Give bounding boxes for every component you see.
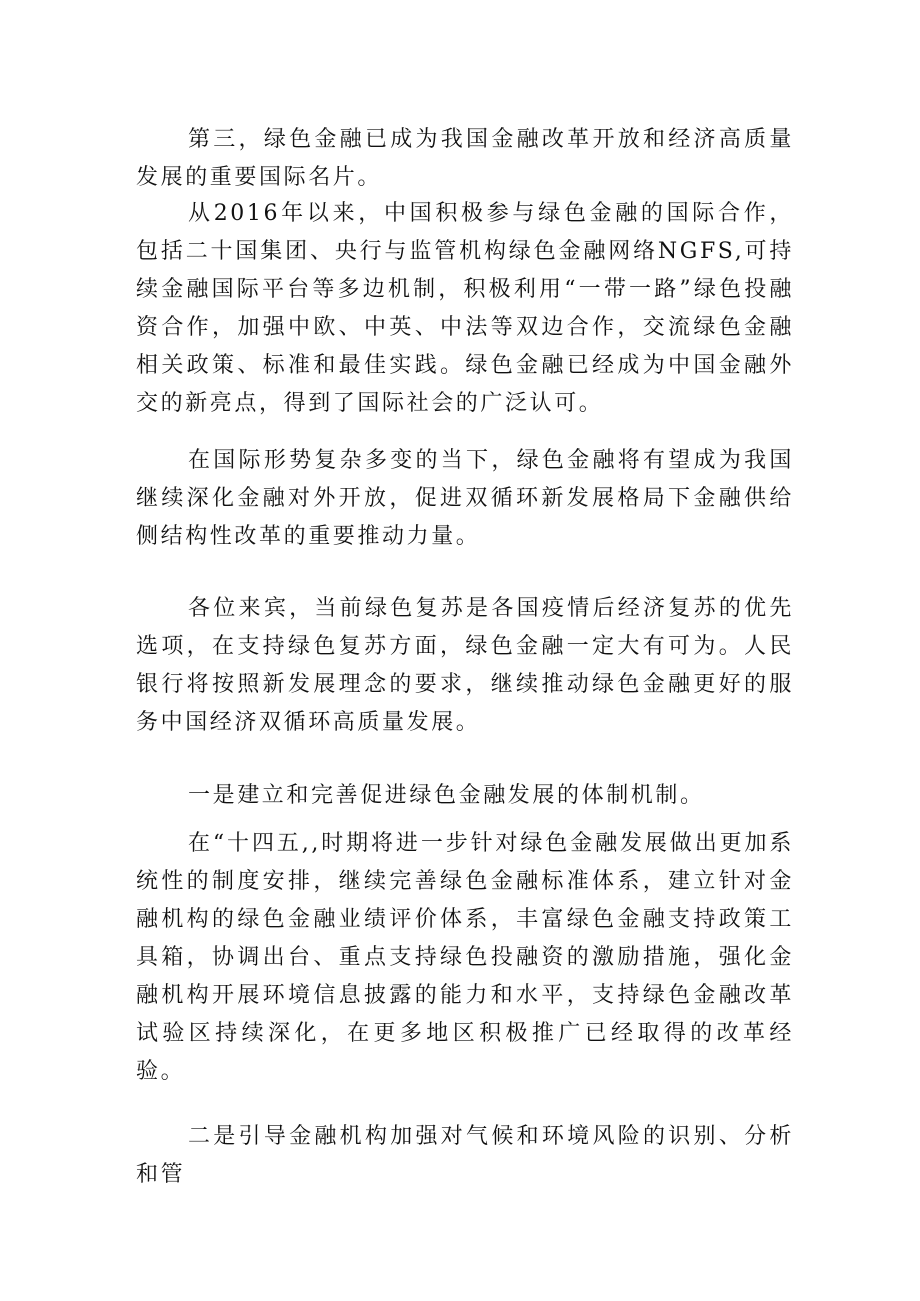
paragraph-point-one-heading: 一是建立和完善促进绿色金融发展的体制机制。 xyxy=(188,783,705,808)
paragraph-fourteenth-five-year-plan: 在“十四五,,时期将进一步针对绿色金融发展做出更加系统性的制度安排，继续完善绿色金融标准体系，建立针对金融机构的绿色金融业绩评价体系，丰富绿色金融支持政策工具箱，协调出台、重点支持绿色投融资的激励措施，强化金融机构开展环境信息披露的能力和水平，支持绿色金融改革试验区持续深化，在更多地区积极推广已经取得的改革经验。 xyxy=(136,831,794,1084)
paragraph-point-two-heading: 二是引导金融机构加强对气候和环境风险的识别、分析和管 xyxy=(136,1124,794,1187)
paragraph-green-finance-international-card: 第三，绿色金融已成为我国金融改革开放和经济高质量发展的重要国际名片。 xyxy=(136,127,794,190)
paragraph-green-recovery: 各位来宾，当前绿色复苏是各国疫情后经济复苏的优先选项，在支持绿色复苏方面，绿色金融一定大有可为。人民银行将按照新发展理念的要求，继续推动绿色金融更好的服务中国经济双循环高质量发展。 xyxy=(136,596,794,735)
paragraph-international-situation: 在国际形势复杂多变的当下，绿色金融将有望成为我国继续深化金融对外开放，促进双循环新发展格局下金融供给侧结构性改革的重要推动力量。 xyxy=(136,448,794,549)
paragraph-international-cooperation: 从2016年以来，中国积极参与绿色金融的国际合作，包括二十国集团、央行与监管机构绿色金融网络NGFS,可持续金融国际平台等多边机制，积极利用“一带一路”绿色投融资合作，加强中欧、中英、中法等双边合作，交流绿色金融相关政策、标准和最佳实践。绿色金融已经成为中国金融外交的新亮点，得到了国际社会的广泛认可。 xyxy=(136,201,794,416)
